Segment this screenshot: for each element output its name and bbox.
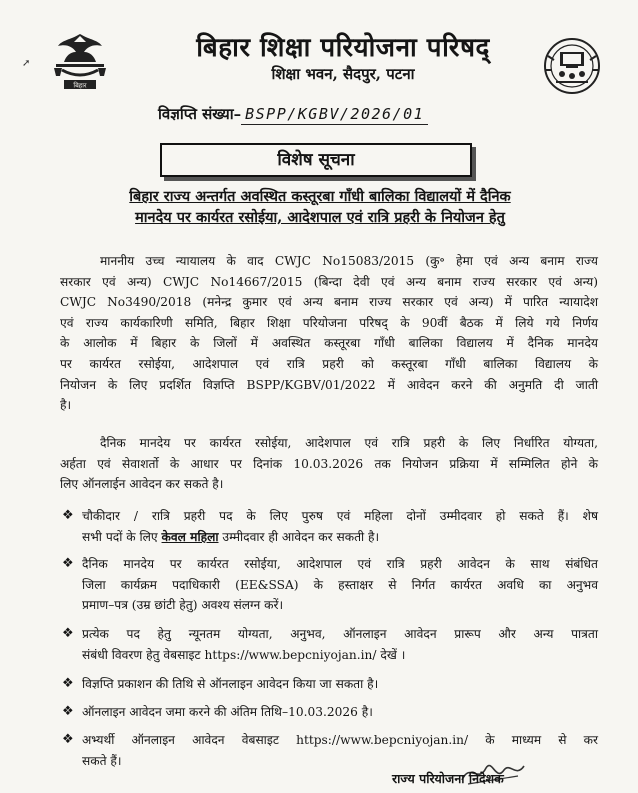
organization-address: शिक्षा भवन, सैदपुर, पटना	[271, 65, 415, 83]
paragraph-line: अर्हता एवं सेवाशर्तो के आधार पर दिनांक 10.03.2026 तक नियोजन प्रक्रिया में सम्मिलित होने के	[60, 456, 598, 471]
list-item-text: सभी पदों के लिए	[82, 529, 162, 544]
paragraph-line: सरकार एवं अन्य) CWJC No14667/2015 (बिन्दा देवी एवं अन्य बनाम राज्य सरकार एवं अन्य)	[60, 274, 598, 289]
paragraph-eligibility	[60, 433, 598, 495]
list-item-line	[82, 527, 598, 548]
list-item-line: प्रमाण–पत्र (उम्र छांटी हेतु) अवश्य संलग्न करें।	[82, 598, 284, 613]
notice-subject	[40, 186, 600, 228]
diamond-bullet-icon: ❖	[62, 626, 74, 641]
list-item-line: जिला कार्यक्रम पदाधिकारी (EE&SSA) के हस्ताक्षर से निर्गत कार्यरत अवधि का अनुभव	[82, 577, 598, 592]
diamond-bullet-icon: ❖	[62, 676, 74, 691]
notice-number-line	[158, 104, 428, 124]
emblem-caption: बिहार	[73, 81, 87, 90]
subject-line-1: बिहार राज्य अन्तर्गत अवस्थित कस्तूरबा गाँधी बालिका विद्यालयों में दैनिक	[129, 188, 511, 205]
list-item-line: सकते हैं।	[82, 753, 122, 768]
bihar-emblem-logo	[40, 30, 120, 92]
list-item-line: ऑनलाइन आवेदन जमा करने की अंतिम तिथि–10.03.2026 है।	[82, 705, 373, 719]
paragraph-court-order	[60, 251, 598, 416]
organization-title: बिहार शिक्षा परियोजना परिषद्	[196, 33, 490, 63]
signatory-designation: राज्य परियोजना निदेशक	[392, 771, 504, 786]
bspp-logo	[534, 36, 610, 96]
paragraph-line: पर कार्यरत रसोईया, आदेशपाल एवं रात्रि प्रहरी को कस्तूरबा गाँधी बालिका विद्यालय के	[60, 356, 598, 371]
list-item-line: प्रत्येक पद हेतु न्यूनतम योग्यता, अनुभव, ऑनलाइन आवेदन प्रारूप और अन्य पात्रता	[82, 627, 598, 641]
list-item-line: विज्ञप्ति प्रकाशन की तिथि से ऑनलाइन आवेदन किया जा सकता है।	[82, 677, 379, 691]
paragraph-line: नियोजन के लिए प्रदर्शित विज्ञप्ति BSPP/KGBV/01/2022 में आवेदन करने की अनुमति दी जाती	[60, 377, 598, 392]
diamond-bullet-icon: ❖	[62, 556, 74, 571]
paragraph-line: दैनिक मानदेय पर कार्यरत रसोईया, आदेशपाल एवं रात्रि प्रहरी के लिए निर्धारित योग्यता,	[100, 436, 598, 450]
paragraph-line: माननीय उच्च न्यायालय के वाद CWJC No15083/2015 (कु॰ हेमा एवं अन्य बनाम राज्य	[100, 254, 598, 268]
notice-number-value: BSPP/KGBV/2026/01	[241, 105, 428, 125]
notice-number-label: विज्ञप्ति संख्या–	[158, 105, 242, 123]
corner-mark: ➚	[22, 58, 31, 69]
list-item-line: अभ्यर्थी ऑनलाइन आवेदन वेबसाइट https://www.bepcniyojan.in/ के माध्यम से कर	[82, 733, 598, 747]
special-notice-heading: विशेष सूचना	[160, 143, 472, 177]
women-only-emphasis: केवल महिला	[161, 529, 219, 544]
list-item-line: चौकीदार / रात्रि प्रहरी पद के लिए पुरुष एवं महिला दोनों उम्मीदवार हो सकते हैं। शेष	[82, 509, 598, 523]
list-item-line: संबंधी विवरण हेतु वेबसाइट https://www.bepcniyojan.in/ देखें ।	[82, 647, 406, 662]
subject-line-2: मानदेय पर कार्यरत रसोईया, आदेशपाल एवं रात्रि प्रहरी के नियोजन हेतु	[135, 209, 505, 226]
paragraph-line: लिए ऑनलाईन आवेदन कर सकते है।	[60, 477, 224, 492]
list-item-line: दैनिक मानदेय पर कार्यरत रसोईया, आदेशपाल एवं रात्रि प्रहरी आवेदन के साथ संबंधित	[82, 557, 598, 571]
paragraph-line: एवं राज्य कार्यकारिणी समिति, बिहार शिक्षा परियोजना परिषद् के 90वीं बैठक में लिये गये निर्णय	[60, 315, 598, 330]
paragraph-line: है।	[60, 398, 72, 413]
diamond-bullet-icon: ❖	[62, 732, 74, 747]
list-item-text: उम्मीदवार ही आवेदन कर सकती है।	[218, 529, 380, 544]
diamond-bullet-icon: ❖	[62, 508, 74, 523]
paragraph-line: CWJC No3490/2018 (मनेन्द्र कुमार एवं अन्य बनाम राज्य सरकार एवं अन्य) में पारित न्यायादेश	[60, 295, 598, 310]
diamond-bullet-icon: ❖	[62, 704, 74, 719]
paragraph-line: के आलोक में बिहार के जिलों में अवस्थित कस्तूरबा गाँधी बालिका विद्यालय में दैनिक मानदेय	[60, 336, 598, 351]
